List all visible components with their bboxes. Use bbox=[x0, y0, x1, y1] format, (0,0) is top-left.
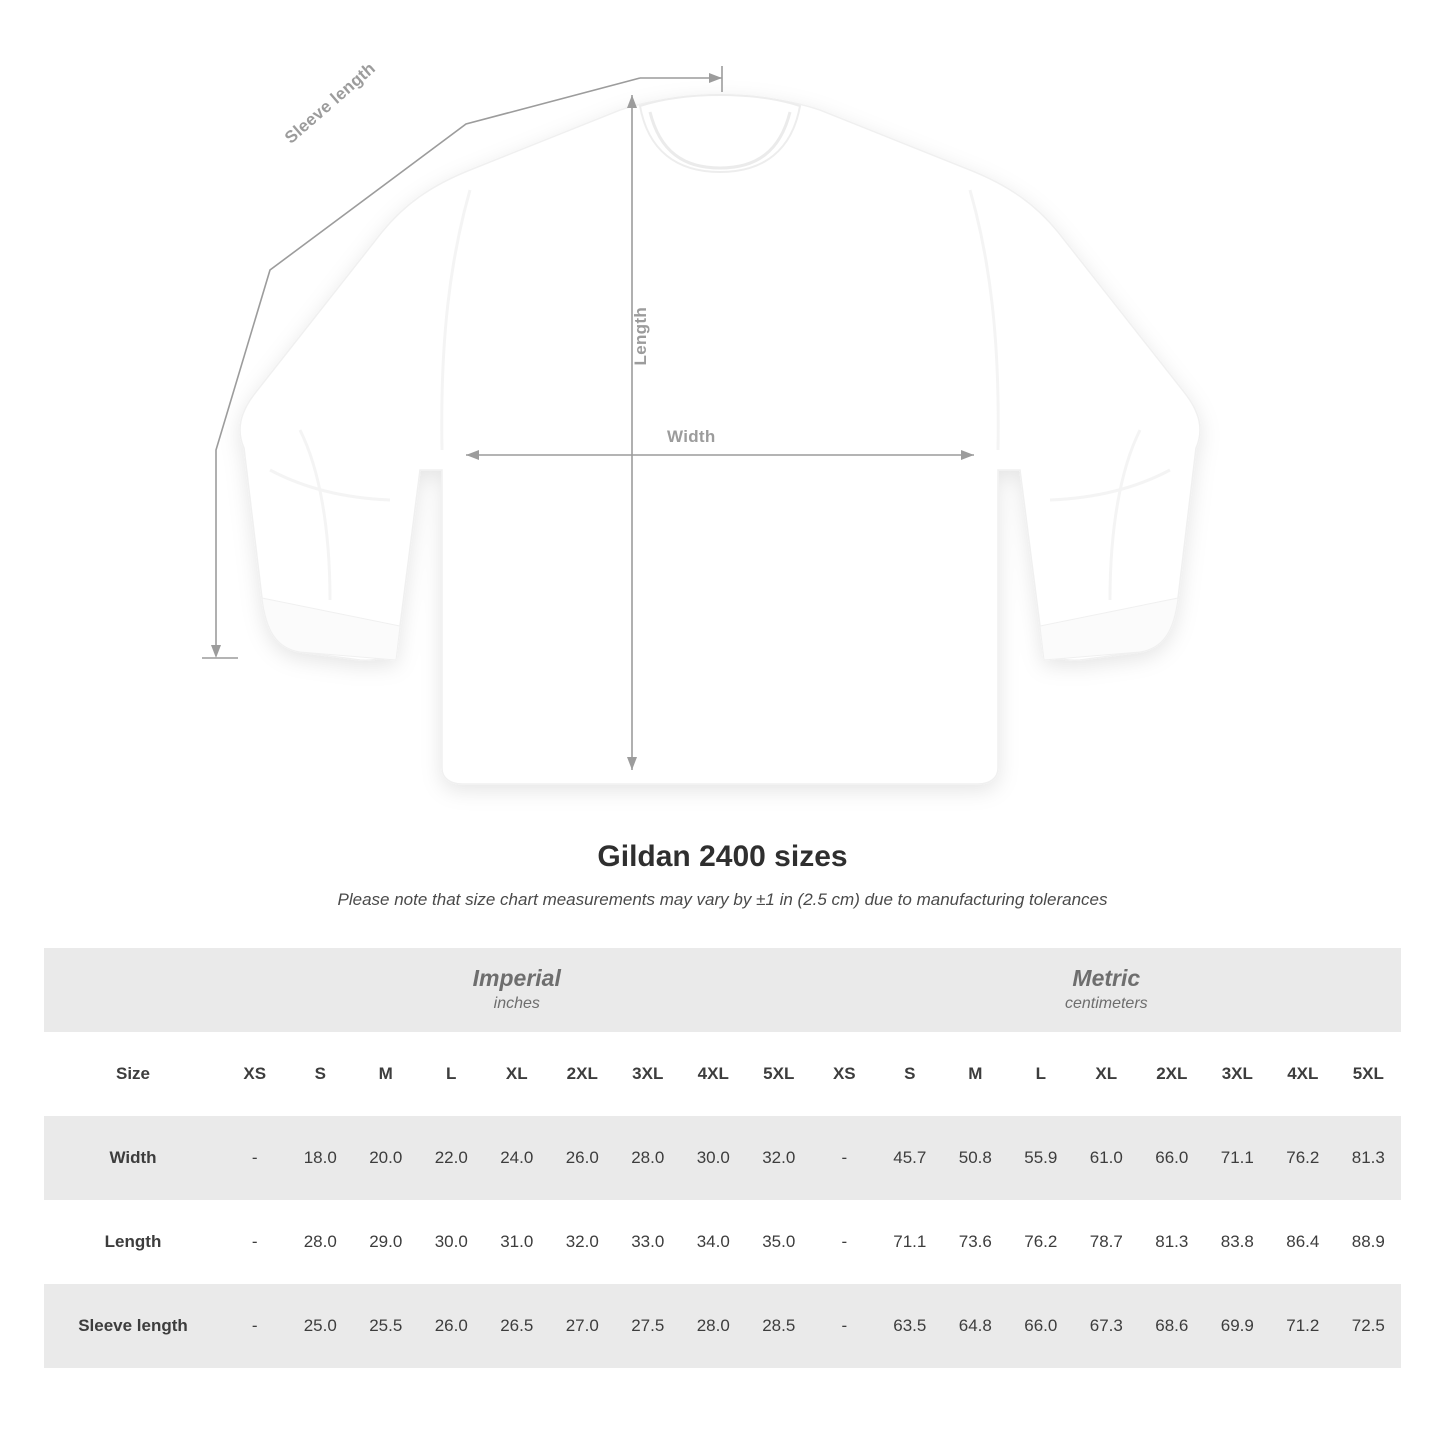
cell-width-17: 81.3 bbox=[1336, 1116, 1402, 1200]
cell-width-9: - bbox=[812, 1116, 878, 1200]
cell-width-14: 66.0 bbox=[1139, 1116, 1205, 1200]
unit-group-metric bbox=[812, 948, 1402, 1032]
col-header-2: M bbox=[353, 1032, 419, 1116]
cell-sleeve-10: 63.5 bbox=[877, 1284, 943, 1368]
cell-sleeve-4: 26.5 bbox=[484, 1284, 550, 1368]
unit-group-imperial bbox=[222, 948, 812, 1032]
cell-sleeve-15: 69.9 bbox=[1205, 1284, 1271, 1368]
cell-sleeve-17: 72.5 bbox=[1336, 1284, 1402, 1368]
cell-sleeve-13: 67.3 bbox=[1074, 1284, 1140, 1368]
cell-width-0: - bbox=[222, 1116, 288, 1200]
col-header-7: 4XL bbox=[681, 1032, 747, 1116]
cell-length-12: 76.2 bbox=[1008, 1200, 1074, 1284]
col-header-14: 2XL bbox=[1139, 1032, 1205, 1116]
table-row bbox=[44, 1200, 1401, 1284]
col-header-11: M bbox=[943, 1032, 1009, 1116]
row-label-sleeve-length: Sleeve length bbox=[44, 1284, 222, 1368]
cell-sleeve-7: 28.0 bbox=[681, 1284, 747, 1368]
col-header-17: 5XL bbox=[1336, 1032, 1402, 1116]
col-header-6: 3XL bbox=[615, 1032, 681, 1116]
unit-group-imperial-sub: inches bbox=[493, 995, 540, 1013]
cell-length-2: 29.0 bbox=[353, 1200, 419, 1284]
cell-length-5: 32.0 bbox=[550, 1200, 616, 1284]
cell-length-14: 81.3 bbox=[1139, 1200, 1205, 1284]
col-header-10: S bbox=[877, 1032, 943, 1116]
cell-width-16: 76.2 bbox=[1270, 1116, 1336, 1200]
table-row bbox=[44, 1116, 1401, 1200]
row-label-width: Width bbox=[44, 1116, 222, 1200]
row-label-length: Length bbox=[44, 1200, 222, 1284]
cell-sleeve-14: 68.6 bbox=[1139, 1284, 1205, 1368]
row-header-size: Size bbox=[44, 1032, 222, 1116]
size-table-wrap bbox=[44, 948, 1401, 1368]
cell-length-11: 73.6 bbox=[943, 1200, 1009, 1284]
cell-width-2: 20.0 bbox=[353, 1116, 419, 1200]
cell-width-15: 71.1 bbox=[1205, 1116, 1271, 1200]
cell-length-16: 86.4 bbox=[1270, 1200, 1336, 1284]
cell-length-9: - bbox=[812, 1200, 878, 1284]
unit-group-row bbox=[44, 948, 1401, 1032]
cell-sleeve-2: 25.5 bbox=[353, 1284, 419, 1368]
cell-sleeve-5: 27.0 bbox=[550, 1284, 616, 1368]
cell-length-1: 28.0 bbox=[288, 1200, 354, 1284]
cell-length-13: 78.7 bbox=[1074, 1200, 1140, 1284]
unit-group-metric-name: Metric bbox=[1072, 964, 1141, 991]
shirt-shape bbox=[240, 95, 1200, 784]
cell-width-13: 61.0 bbox=[1074, 1116, 1140, 1200]
col-header-9: XS bbox=[812, 1032, 878, 1116]
cell-length-4: 31.0 bbox=[484, 1200, 550, 1284]
col-header-8: 5XL bbox=[746, 1032, 812, 1116]
cell-length-0: - bbox=[222, 1200, 288, 1284]
col-header-15: 3XL bbox=[1205, 1032, 1271, 1116]
cell-sleeve-3: 26.0 bbox=[419, 1284, 485, 1368]
column-header-row bbox=[44, 1032, 1401, 1116]
col-header-0: XS bbox=[222, 1032, 288, 1116]
cell-length-7: 34.0 bbox=[681, 1200, 747, 1284]
unit-group-imperial-name: Imperial bbox=[472, 964, 561, 991]
col-header-4: XL bbox=[484, 1032, 550, 1116]
size-chart-table bbox=[44, 948, 1401, 1368]
sleeve-length-dimension-label: Sleeve length bbox=[281, 58, 380, 148]
cell-width-3: 22.0 bbox=[419, 1116, 485, 1200]
cell-length-6: 33.0 bbox=[615, 1200, 681, 1284]
col-header-13: XL bbox=[1074, 1032, 1140, 1116]
length-dimension-label: Length bbox=[631, 307, 650, 366]
cell-width-6: 28.0 bbox=[615, 1116, 681, 1200]
cell-width-10: 45.7 bbox=[877, 1116, 943, 1200]
col-header-3: L bbox=[419, 1032, 485, 1116]
col-header-16: 4XL bbox=[1270, 1032, 1336, 1116]
cell-sleeve-12: 66.0 bbox=[1008, 1284, 1074, 1368]
cell-sleeve-8: 28.5 bbox=[746, 1284, 812, 1368]
cell-length-17: 88.9 bbox=[1336, 1200, 1402, 1284]
page-title: Gildan 2400 sizes bbox=[597, 840, 848, 873]
cell-width-11: 50.8 bbox=[943, 1116, 1009, 1200]
title-block bbox=[0, 840, 1445, 910]
cell-sleeve-0: - bbox=[222, 1284, 288, 1368]
cell-width-12: 55.9 bbox=[1008, 1116, 1074, 1200]
cell-sleeve-16: 71.2 bbox=[1270, 1284, 1336, 1368]
cell-length-15: 83.8 bbox=[1205, 1200, 1271, 1284]
unit-spacer bbox=[44, 948, 222, 1032]
col-header-5: 2XL bbox=[550, 1032, 616, 1116]
cell-sleeve-9: - bbox=[812, 1284, 878, 1368]
cell-length-8: 35.0 bbox=[746, 1200, 812, 1284]
cell-length-10: 71.1 bbox=[877, 1200, 943, 1284]
col-header-1: S bbox=[288, 1032, 354, 1116]
cell-length-3: 30.0 bbox=[419, 1200, 485, 1284]
cell-width-8: 32.0 bbox=[746, 1116, 812, 1200]
cell-width-4: 24.0 bbox=[484, 1116, 550, 1200]
unit-group-metric-sub: centimeters bbox=[1064, 995, 1148, 1013]
cell-width-1: 18.0 bbox=[288, 1116, 354, 1200]
cell-width-5: 26.0 bbox=[550, 1116, 616, 1200]
cell-sleeve-6: 27.5 bbox=[615, 1284, 681, 1368]
width-dimension-label: Width bbox=[667, 427, 716, 446]
cell-width-7: 30.0 bbox=[681, 1116, 747, 1200]
table-row bbox=[44, 1284, 1401, 1368]
cell-sleeve-1: 25.0 bbox=[288, 1284, 354, 1368]
tolerance-note: Please note that size chart measurements may vary by ±1 in (2.5 cm) due to manufacturing tolerances bbox=[337, 890, 1108, 909]
col-header-12: L bbox=[1008, 1032, 1074, 1116]
cell-sleeve-11: 64.8 bbox=[943, 1284, 1009, 1368]
